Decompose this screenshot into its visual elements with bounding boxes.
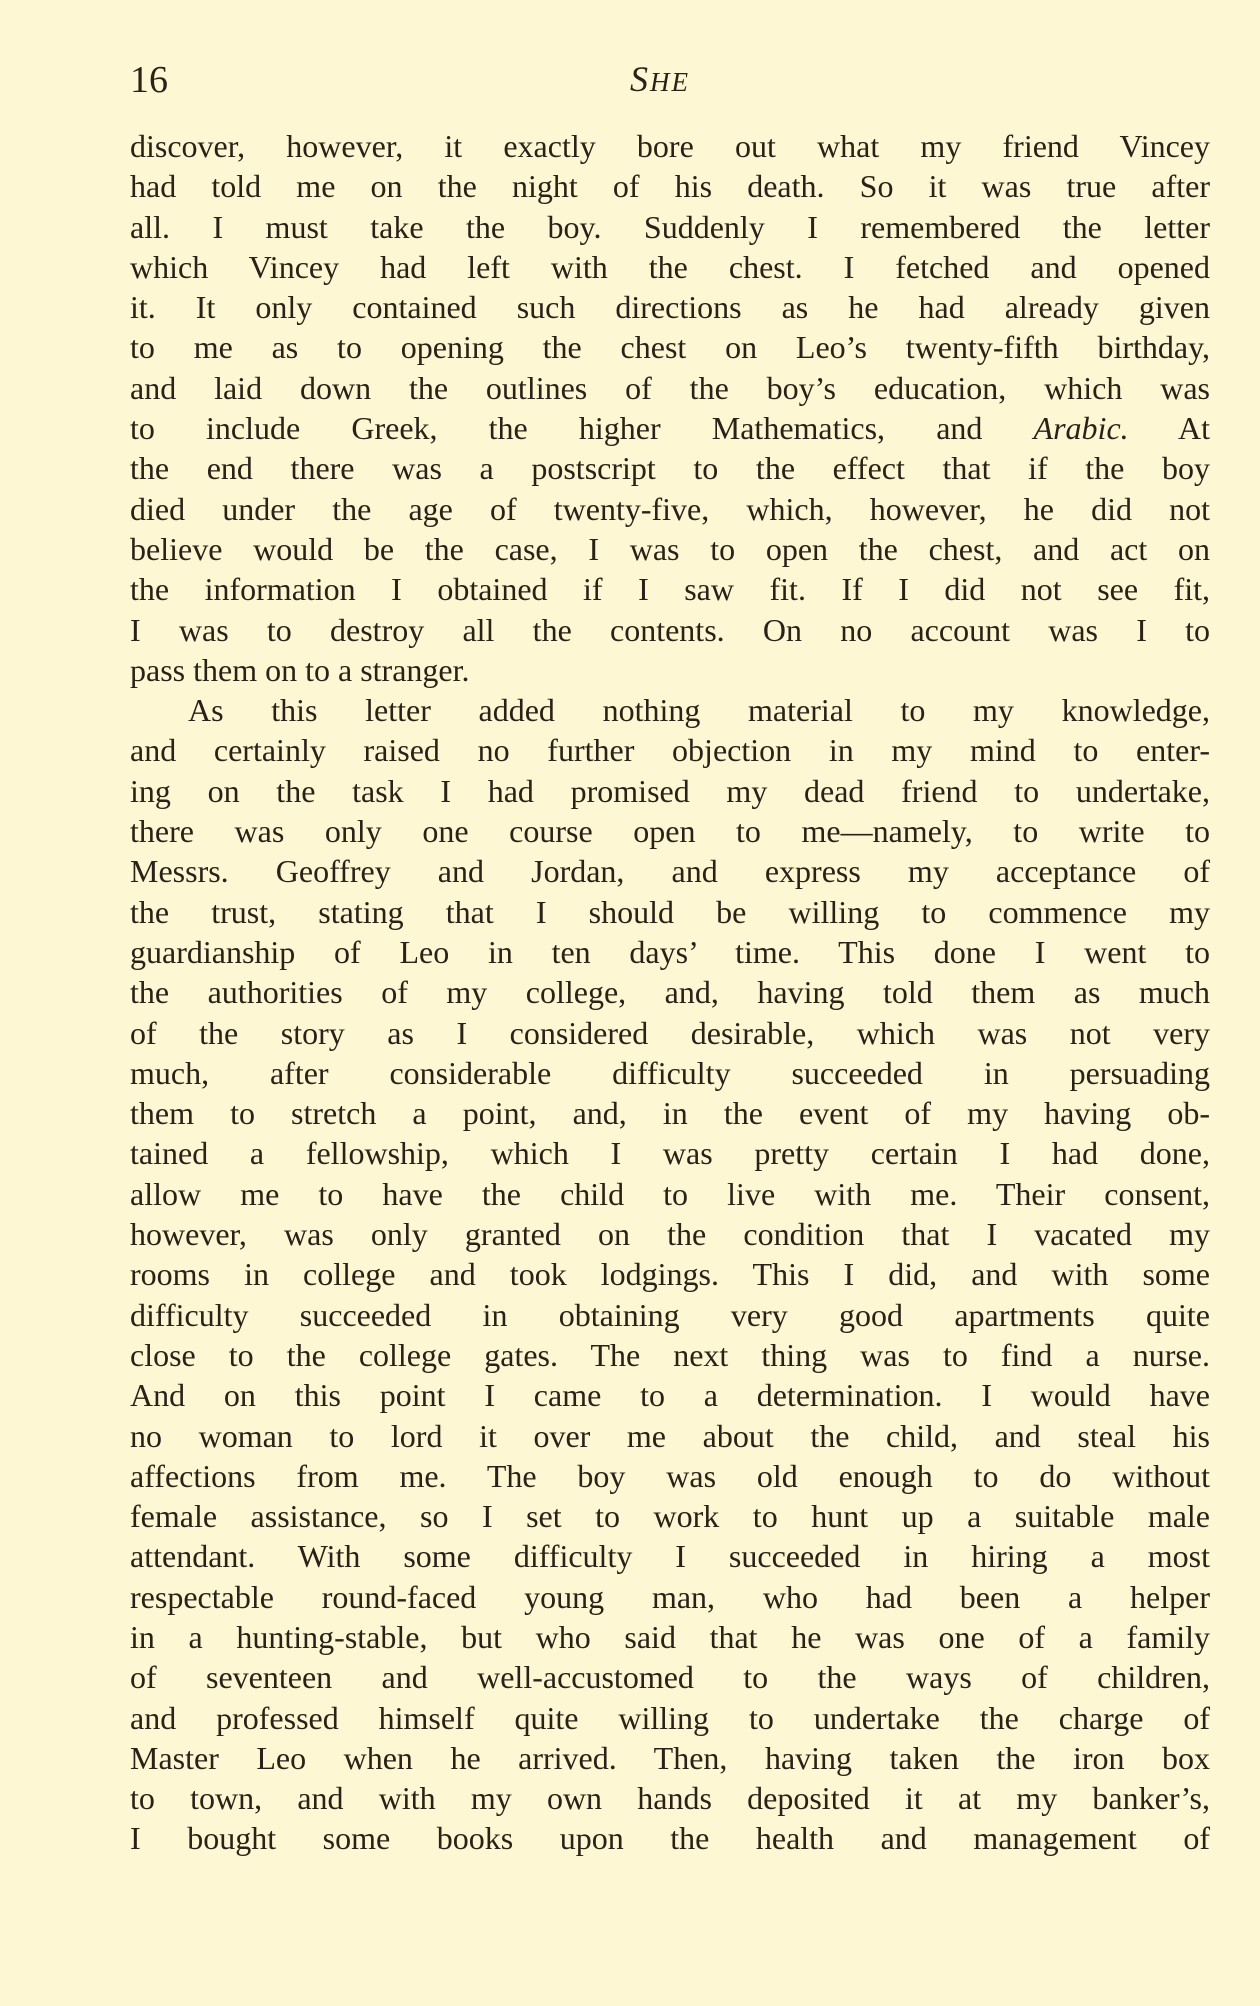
text-line: them to stretch a point, and, in the event of my having ob-: [130, 1095, 1210, 1132]
text-line: attendant. With some difficulty I succeeded in hiring a most: [130, 1538, 1210, 1575]
text-line: to me as to opening the chest on Leo’s twenty-fifth birthday,: [130, 329, 1210, 366]
text-line: of the story as I considered desirable, which was not very: [130, 1014, 1210, 1051]
text-line: died under the age of twenty-five, which, however, he did not: [130, 490, 1210, 527]
text-line: the end there was a postscript to the effect that if the boy: [130, 450, 1210, 487]
text-line: allow me to have the child to live with me. Their consent,: [130, 1175, 1210, 1212]
text-line: close to the college gates. The next thing was to find a nurse.: [130, 1336, 1210, 1373]
text-line: discover, however, it exactly bore out what my friend Vincey: [130, 128, 1210, 164]
text-line: much, after considerable difficulty succeeded in persuading: [130, 1054, 1210, 1091]
text-line: female assistance, so I set to work to hunt up a suitable male: [130, 1498, 1210, 1535]
text-line: I was to destroy all the contents. On no account was I to: [130, 611, 1210, 648]
text-line: Messrs. Geoffrey and Jordan, and express my acceptance of: [130, 853, 1210, 890]
italic-word: Arabic.: [1033, 410, 1129, 447]
text-line: ing on the task I had promised my dead friend to undertake,: [130, 772, 1210, 809]
text-line: affections from me. The boy was old enough to do without: [130, 1457, 1210, 1494]
text-line: no woman to lord it over me about the child, and steal his: [130, 1417, 1210, 1454]
text-line: to include Greek, the higher Mathematics, and Arabic. At: [130, 410, 1211, 447]
text-line: however, was only granted on the condition that I vacated my: [130, 1216, 1210, 1253]
text-line: guardianship of Leo in ten days’ time. This done I went to: [130, 933, 1210, 970]
body-text: [130, 126, 1210, 1859]
text-line: And on this point I came to a determination. I would have: [130, 1377, 1210, 1414]
text-line: the trust, stating that I should be willing to commence my: [130, 893, 1210, 930]
text-line: difficulty succeeded in obtaining very good apartments quite: [130, 1296, 1210, 1333]
text-line: the information I obtained if I saw fit. If I did not see fit,: [130, 571, 1210, 608]
text-line: to town, and with my own hands deposited it at my banker’s,: [130, 1780, 1210, 1817]
text-line: and certainly raised no further objection in my mind to enter-: [130, 732, 1210, 769]
text-line: which Vincey had left with the chest. I fetched and opened: [130, 248, 1210, 285]
text-line: and laid down the outlines of the boy’s education, which was: [130, 369, 1210, 406]
text-line: all. I must take the boy. Suddenly I remembered the letter: [130, 208, 1210, 245]
running-head: [130, 58, 1210, 108]
page-number: 16: [130, 59, 168, 101]
text-line: in a hunting-stable, but who said that he was one of a family: [130, 1618, 1210, 1655]
text-line: Master Leo when he arrived. Then, having taken the iron box: [130, 1739, 1210, 1776]
text-line: rooms in college and took lodgings. This I did, and with some: [130, 1256, 1210, 1293]
text-line: it. It only contained such directions as he had already given: [130, 289, 1210, 326]
page-title-initial: S: [630, 59, 650, 99]
text-line: believe would be the case, I was to open the chest, and act on: [130, 530, 1210, 567]
text-line: pass them on to a stranger.: [130, 651, 470, 688]
text-line: As this letter added nothing material to my knowledge,: [188, 692, 1210, 729]
text-line: the authorities of my college, and, having told them as much: [130, 974, 1210, 1011]
text-line: there was only one course open to me—namely, to write to: [130, 813, 1210, 850]
page-title: [630, 58, 690, 100]
text-line: respectable round-faced young man, who had been a helper: [130, 1578, 1210, 1615]
text-line: of seventeen and well-accustomed to the ways of children,: [130, 1659, 1210, 1696]
text-line: I bought some books upon the health and management of: [130, 1820, 1210, 1857]
page-title-rest: HE: [650, 67, 690, 97]
text-line: tained a fellowship, which I was pretty certain I had done,: [130, 1135, 1210, 1172]
text-line: had told me on the night of his death. So it was true after: [130, 168, 1210, 205]
text-line: and professed himself quite willing to undertake the charge of: [130, 1699, 1210, 1736]
